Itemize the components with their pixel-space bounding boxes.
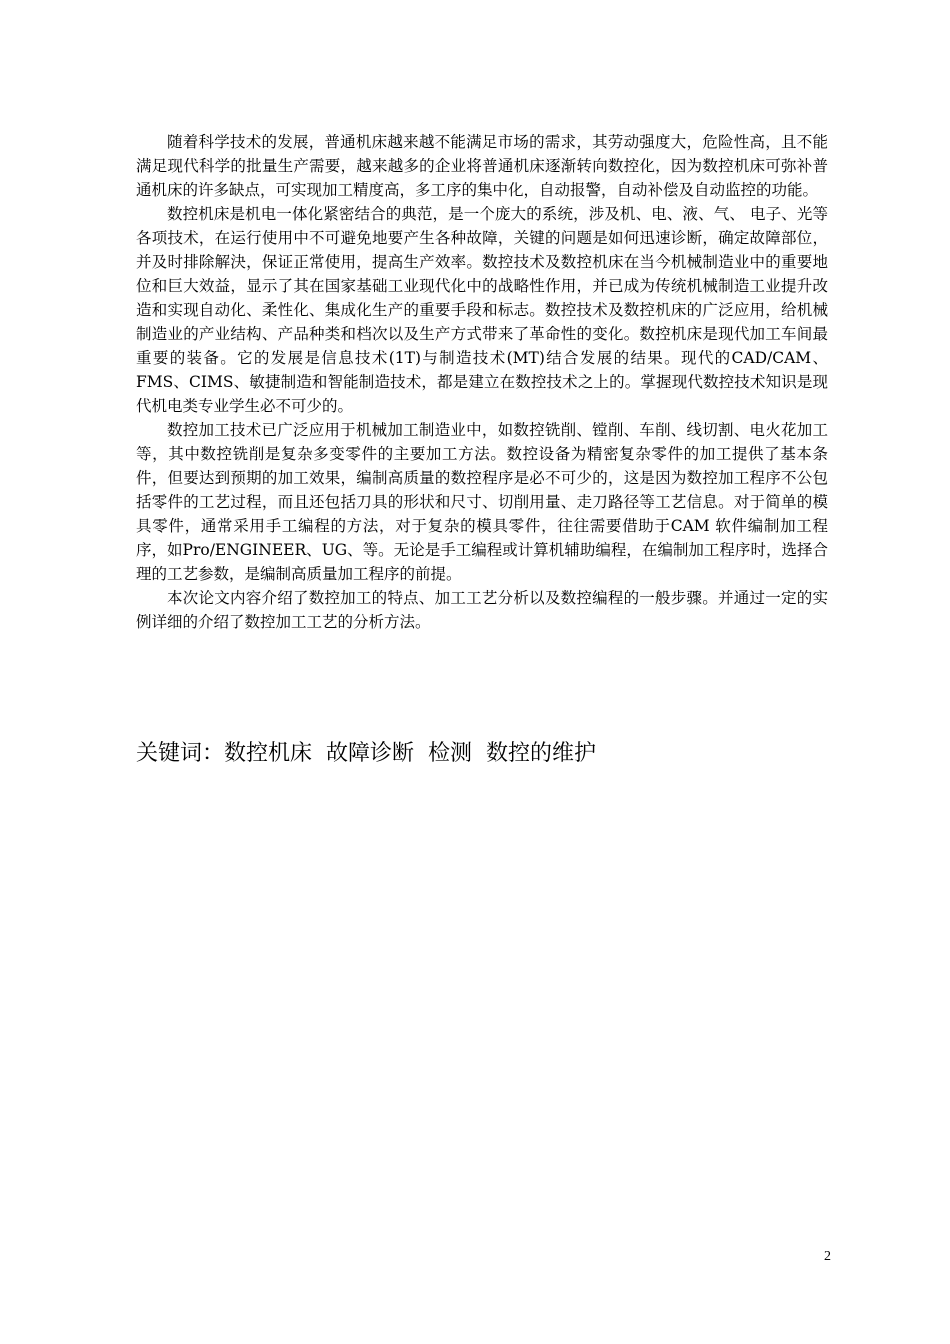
paragraph-4: 本次论文内容介绍了数控加工的特点、加工工艺分析以及数控编程的一般步骤。并通过一定的实例详细的介绍了数控加工工艺的分析方法。 (136, 589, 828, 631)
keywords-line: 关键词：数控机床 故障诊断 检测 数控的维护 (136, 741, 596, 766)
page-number: 2 (824, 1249, 831, 1264)
paragraph-3: 数控加工技术已广泛应用于机械加工制造业中，如数控铣削、镗削、车削、线切割、电火花加工等，其中数控铣削是复杂多变零件的主要加工方法。数控设备为精密复杂零件的加工提供了基本条件，但要达到预期的加工效果，编制高质量的数控程序是必不可少的，这是因为数控加工程序不公包括零件的工艺过程，而且还包括刀具的形状和尺寸、切削用量、走刀路径等工艺信息。对于简单的模具零件，通常采用手工编程的方法，对于复杂的模具零件，往往需要借助于CAM 软件编制加工程序，如Pro/ENGINEER、UG、等。无论是手工编程或计算机辅助编程，在编制加工程序时，选择合理的工艺参数，是编制高质量加工程序的前提。 (136, 421, 828, 583)
paragraph-2: 数控机床是机电一体化紧密结合的典范，是一个庞大的系统，涉及机、电、液、气、 电子、光等各项技术，在运行使用中不可避免地要产生各种故障，关键的问题是如何迅速诊断，确定故障部位，并及时排除解決，保证正常使用，提高生产效率。数控技术及数控机床在当今机械制造业中的重要地位和巨大效益，显示了其在国家基础工业现代化中的战略性作用，并已成为传统机械制造工业提升改造和实现自动化、柔性化、集成化生产的重要手段和标志。数控技术及数控机床的广泛应用，给机械制造业的产业结构、产品种类和档次以及生产方式带来了革命性的变化。数控机床是现代加工车间最重要的装备。它的发展是信息技术(1T)与制造技术(MT)结合发展的结果。现代的CAD/CAM、FMS、CIMS、敏捷制造和智能制造技术，都是建立在数控技术之上的。掌握现代数控技术知识是现代机电类专业学生必不可少的。 (136, 205, 828, 415)
paragraph-1: 随着科学技术的发展，普通机床越来越不能满足市场的需求，其劳动强度大，危险性高，且不能满足现代科学的批量生产需要，越来越多的企业将普通机床逐渐转向数控化，因为数控机床可弥补普通机床的许多缺点，可实现加工精度高，多工序的集中化，自动报警，自动补偿及自动监控的功能。 (136, 133, 828, 199)
abstract-body (136, 130, 828, 634)
